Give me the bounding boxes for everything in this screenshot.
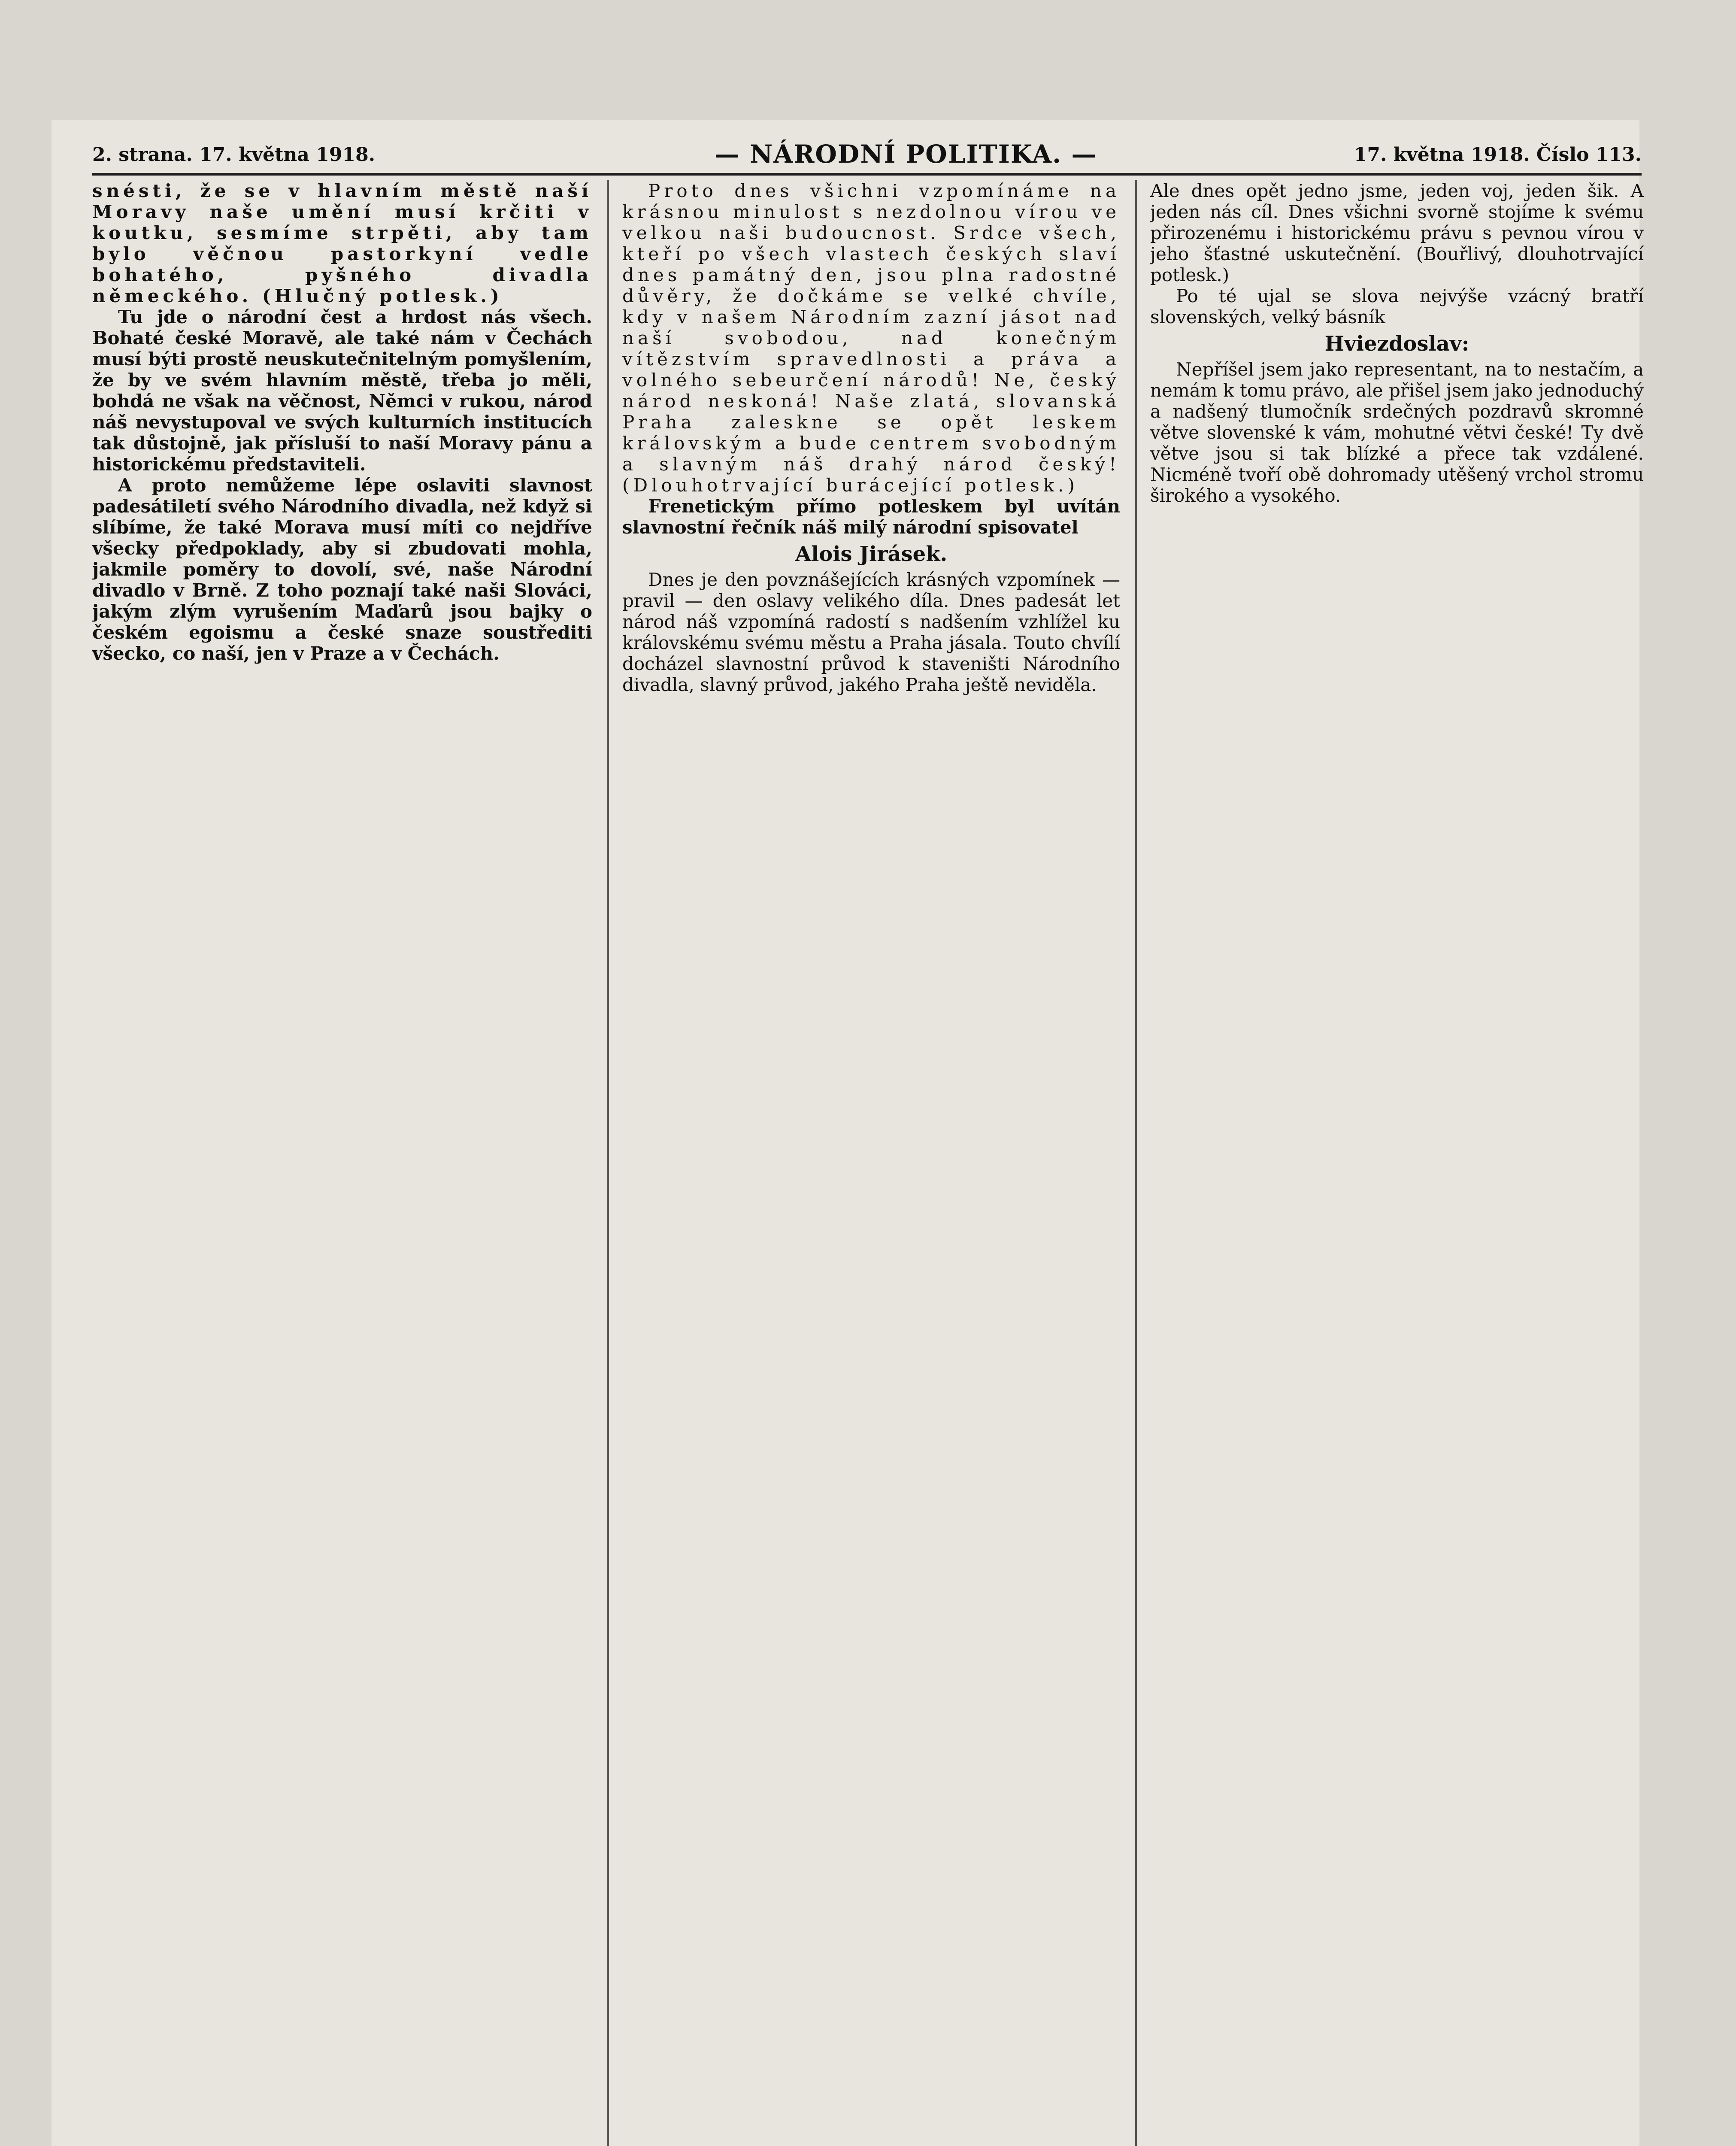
column-divider: [607, 180, 609, 2146]
column-3: [1150, 180, 1644, 2146]
newspaper-page: [52, 120, 1644, 2146]
paragraph: Tu jde o národní čest a hrdost nás všech. Bohaté české Moravě, ale také nám v Čechách musí býti prostě neuskutečnitelným pomyšlením, že by ve svém hlavním městě, třeba jo měli, bohdá ne však na věčnost, Němci v rukou, národ náš nevystupoval ve svých kulturních institucích tak důstojně, jak přísluší to naší Moravy pánu a historickému představiteli.: [92, 306, 592, 475]
column-1: [92, 180, 592, 2146]
paragraph: Dnes je den povznášejících krásných vzpomínek — pravil — den oslavy velikého díla. Dnes padesát let národ náš vzpomíná radostí s nadšením vzhlížel ku královskému svému městu a Praha jásala. Touto chvílí docházel slavnostní průvod k staveništi Národního divadla, slavný průvod, jakého Praha ještě neviděla.: [622, 569, 1120, 695]
column-divider: [1135, 180, 1137, 2146]
paragraph: A proto nemůžeme lépe oslaviti slavnost padesátiletí svého Národního divadla, než když si slíbíme, že také Morava musí míti co nejdříve všecky předpoklady, aby si zbudovati mohla, jakmile poměry to dovolí, své, naše Národní divadlo v Brně. Z toho poznají také naši Slováci, jakým zlým vyrušením Maďarů jsou bajky o českém egoismu a české snaze soustřediti všecko, co naší, jen v Praze a v Čechách.: [92, 475, 592, 664]
header-rule: [92, 173, 1642, 176]
header-right: 17. května 1918. Číslo 113.: [1354, 144, 1642, 166]
paragraph: Proto dnes všichni vzpomínáme na krásnou minulost s nezdolnou vírou ve velkou naši budoucnost. Srdce všech, kteří po všech vlastech českých slaví dnes památný den, jsou plna radostné důvěry, že dočkáme se velké chvíle, kdy v našem Národním zazní jásot nad naší svobodou, nad konečným vítězstvím spravedlnosti a práva a volného sebeurčení národů! Ne, český národ neskoná! Naše zlatá, slovanská Praha zaleskne se opět leskem královským a bude centrem svobodným a slavným náš drahý národ český! (Dlouhotrvající burácející potlesk.): [622, 180, 1120, 496]
paragraph: Ale dnes opět jedno jsme, jeden voj, jeden šik. A jeden nás cíl. Dnes všichni svorně stojíme k svému přirozenému i historickému právu s pevnou vírou v jeho šťastné uskutečnění. (Bouřlivý, dlouhotrvající potlesk.): [1150, 180, 1644, 285]
page-header: [92, 133, 1642, 172]
column-2: [622, 180, 1120, 2146]
paragraph: Nepříšel jsem jako representant, na to nestačím, a nemám k tomu právo, ale přišel jsem jako jednoduchý a nadšený tlumočník srdečných pozdravů skromné větve slovenské k vám, mohutné větvi české! Ty dvě větve jsou si tak blízké a přece tak vzdálené. Nicméně tvoří obě dohromady utěšený vrchol stromu širokého a vysokého.: [1150, 359, 1644, 506]
masthead: — NÁRODNÍ POLITIKA. —: [715, 139, 1097, 169]
paragraph: snésti, že se v hlavním městě naší Moravy naše umění musí krčiti v koutku, sesmíme strpěti, aby tam bylo věčnou pastorkyní vedle bohatého, pyšného divadla německého. (Hlučný potlesk.): [92, 180, 592, 306]
paragraph: Po té ujal se slova nejvýše vzácný bratří slovenských, velký básník: [1150, 285, 1644, 327]
speaker-heading: Hviezdoslav:: [1324, 332, 1469, 356]
paragraph: Frenetickým přímo potleskem byl uvítán slavnostní řečník náš milý národní spisovatel: [622, 496, 1120, 538]
header-left: 2. strana. 17. května 1918.: [92, 144, 376, 166]
speaker-heading: Alois Jirásek.: [795, 542, 948, 566]
